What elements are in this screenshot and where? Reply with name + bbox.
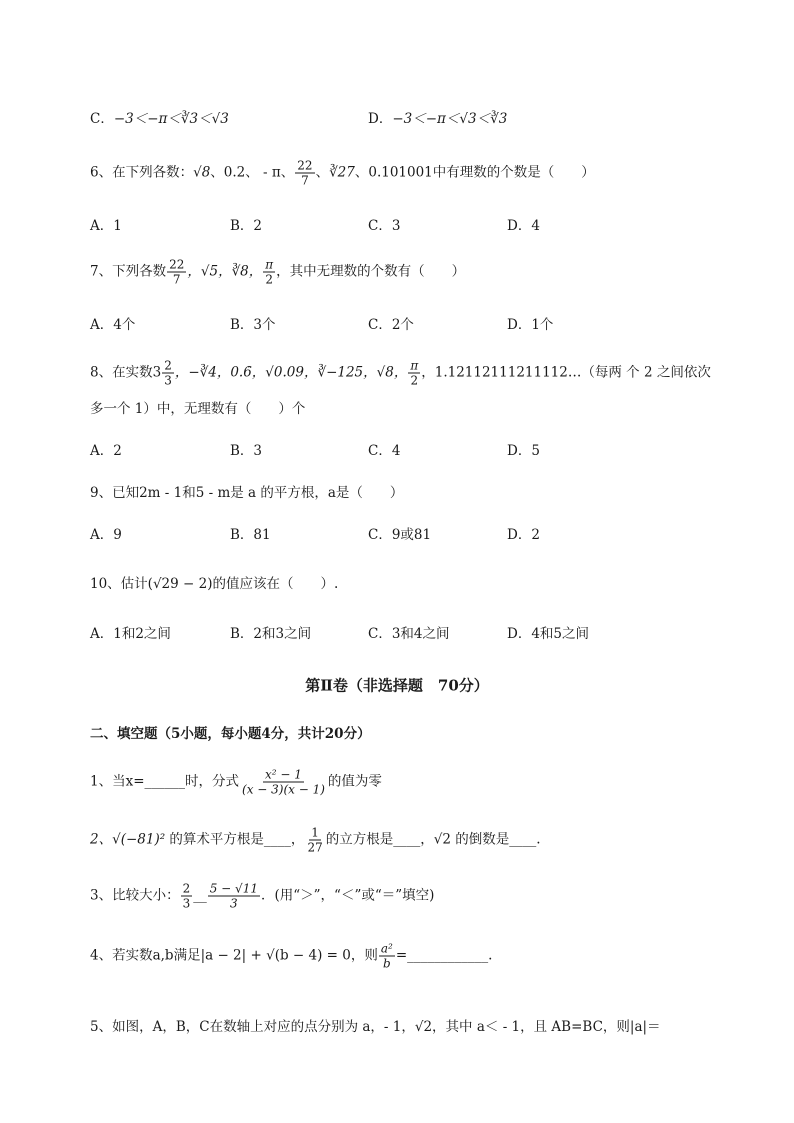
- q7-options-row: [0, 308, 794, 338]
- q8-option-a: A．2: [90, 443, 122, 459]
- q8-stem-line2: 多一个 1）中，无理数有（ ）个: [90, 401, 306, 417]
- fill3-fraction-a: $\frac{2}{3}$: [182, 881, 191, 911]
- q9-option-b: B．81: [230, 527, 271, 543]
- q8-options-row: [0, 434, 794, 464]
- q6-fraction: $\frac{22}{7}$: [297, 158, 313, 188]
- q8-mixed-fraction: $\frac{2}{3}$: [164, 358, 172, 388]
- fill1: 1、当x=______时，分式 $\frac{\text{x² − 1}}{(x - 3)(x - 1)}$ 的值为零: [90, 767, 382, 797]
- fill3-fraction-b: $\frac{5 - √11}{3}$: [209, 881, 258, 911]
- q8-option-b: B．3: [230, 443, 263, 459]
- fill4-fraction: $\frac{\text{a²}}{b}$: [380, 941, 393, 971]
- q10-option-c: C．3和4之间: [368, 626, 450, 642]
- part2-title: 第Ⅱ卷（非选择题 70分）: [305, 676, 489, 695]
- q10-stem: 10、估计(√29 − 2)的值应该在（ ）.: [90, 576, 339, 592]
- q9-option-c: C．9或81: [368, 527, 432, 543]
- q6-option-b: B．2: [230, 218, 263, 234]
- q6-options-row: [0, 209, 794, 239]
- fill3: 3、比较大小： $\frac{2}{3}$ __ $\frac{5 - √11}{3}$ ．(用“＞”，“＜”或“＝”填空): [90, 881, 435, 911]
- q10-options-row: [0, 617, 794, 647]
- section2-title-row: [0, 717, 794, 747]
- q7-pi-fraction: $\frac{\pi}{2}$: [265, 257, 274, 287]
- part2-title-row: [0, 670, 794, 700]
- q10-option-a: A．1和2之间: [90, 626, 171, 642]
- q8-stem-line1: 8、在实数3 $\frac{2}{3}$ ，−∛4，0.6̇，√0.09，∛−125，√8， $\frac{\pi}{2}$ ，1.12112111211112…（每两 个 2 之间依次: [90, 358, 711, 388]
- q7-option-d: D．1个: [507, 317, 554, 333]
- fill1-fraction: $\frac{\text{x² − 1}}{(x - 3)(x - 1)}$: [242, 767, 325, 797]
- q7-option-b: B．3个: [230, 317, 276, 333]
- q8-option-d: D．5: [507, 443, 540, 459]
- q9-option-a: A．9: [90, 527, 122, 543]
- fill2: 2、√(−81)² 的算术平方根是____， $\frac{1}{27}$ 的立方根是____，√2 的倒数是____.: [90, 825, 541, 855]
- q8-pi-fraction: $\frac{\pi}{2}$: [410, 358, 419, 388]
- fill2-fraction: $\frac{1}{27}$: [307, 825, 323, 855]
- q10-option-d: D．4和5之间: [507, 626, 590, 642]
- q6-option-c: C．3: [368, 218, 401, 234]
- q6-stem: 6、在下列各数：√8、0.2、 - π、 $\frac{22}{7}$ 、∛27、0.101001中有理数的个数是（ ）: [90, 158, 595, 188]
- section2-title: 二、填空题（5小题，每小题4分，共计20分）: [90, 726, 371, 742]
- q6-option-d: D．4: [507, 218, 540, 234]
- q7-option-a: A．4个: [90, 317, 136, 333]
- q6-option-a: A．1: [90, 218, 122, 234]
- fill5: 5、如图，A，B，C在数轴上对应的点分别为 a，- 1，√2，其中 a＜ - 1，且 AB=BC，则|a|＝: [90, 1019, 661, 1035]
- q5-option-d: D．−3＜−π＜√3＜∛3: [368, 111, 508, 127]
- q5-option-c: C．−3＜−π＜∛3＜√3: [90, 111, 229, 127]
- q8-option-c: C．4: [368, 443, 401, 459]
- q5-options-row: [0, 102, 794, 132]
- q7-stem: 7、下列各数 $\frac{22}{7}$ ，√5，∛8， $\frac{\pi}{2}$ ，其中无理数的个数有（ ）: [90, 257, 466, 287]
- q9-option-d: D．2: [507, 527, 540, 543]
- q7-option-c: C．2个: [368, 317, 414, 333]
- fill4: 4、若实数a,b满足|a − 2| + √(b − 4) = 0，则 $\frac{\text{a²}}{b}$ =____________.: [90, 941, 493, 971]
- q7-fraction: $\frac{22}{7}$: [169, 257, 185, 287]
- q9-options-row: [0, 518, 794, 548]
- q9-stem: 9、已知2m - 1和5 - m是 a 的平方根，a是（ ）: [90, 485, 404, 501]
- q10-option-b: B．2和3之间: [230, 626, 312, 642]
